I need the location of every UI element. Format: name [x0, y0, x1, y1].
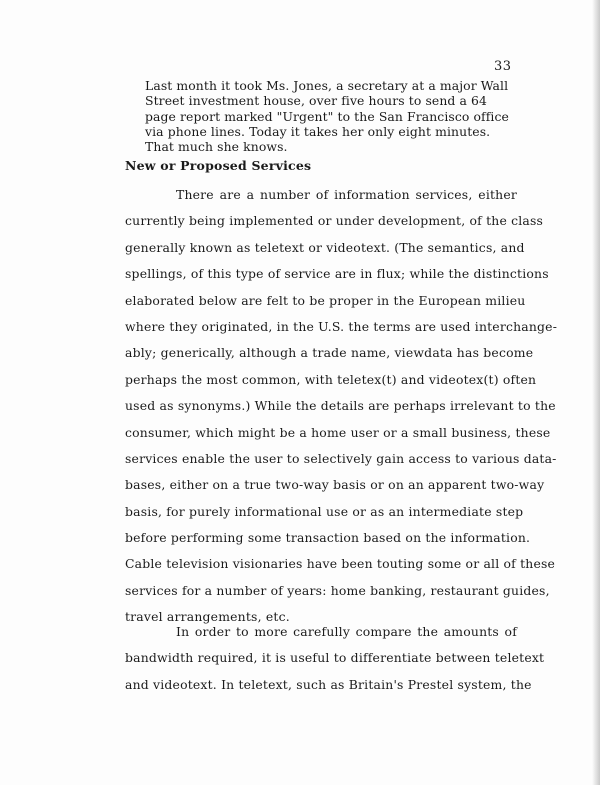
paragraph-line: services enable the user to selectively gain access to various data- [125, 450, 557, 466]
body-paragraph [125, 182, 558, 631]
paragraph-line: travel arrangements, etc. [125, 609, 290, 625]
paragraph-line: basis, for purely informational use or as an intermediate step [125, 503, 524, 519]
paragraph-line: currently being implemented or under development, of the class [125, 213, 544, 229]
paragraph-line: and videotext. In teletext, such as Britain's Prestel system, the [125, 676, 532, 692]
paragraph-line: bases, either on a true two-way basis or on an apparent two-way [125, 477, 545, 493]
paragraph-line: In order to more carefully compare the amounts of [176, 624, 517, 639]
quote-line: page report marked "Urgent" to the San Francisco office [145, 108, 509, 124]
paragraph-line: perhaps the most common, with teletex(t) and videotex(t) often [125, 371, 537, 387]
paragraph-line: spellings, of this type of service are in flux; while the distinctions [125, 266, 549, 282]
paragraph-line: elaborated below are felt to be proper in the European milieu [125, 292, 526, 308]
quote-line: via phone lines. Today it takes her only eight minutes. [145, 123, 491, 139]
section-heading: New or Proposed Services [125, 158, 312, 173]
paragraph-line: before performing some transaction based on the information. [125, 530, 531, 546]
paragraph-line: used as synonyms.) While the details are perhaps irrelevant to the [125, 398, 556, 414]
paragraph-line: where they originated, in the U.S. the terms are used interchange- [125, 318, 558, 334]
quote-line: Last month it took Ms. Jones, a secretary at a major Wall [145, 78, 509, 93]
paragraph-line: There are a number of information services, either [176, 187, 517, 202]
paragraph-line: bandwidth required, it is useful to differentiate between teletext [125, 650, 545, 666]
body-paragraph [125, 619, 545, 698]
paragraph-line: services for a number of years: home banking, restaurant guides, [125, 582, 550, 598]
quote-line: Street investment house, over five hours to send a 64 [145, 93, 487, 109]
paragraph-line: consumer, which might be a home user or a small business, these [125, 424, 551, 440]
page-number: 33 [494, 59, 512, 74]
block-quote [145, 78, 520, 154]
page-edge-shadow [592, 0, 600, 785]
quote-line: That much she knows. [145, 139, 288, 155]
paragraph-line: generally known as teletext or videotext. (The semantics, and [125, 239, 525, 255]
paragraph-line: ably; generically, although a trade name, viewdata has become [125, 345, 534, 361]
paragraph-line: Cable television visionaries have been touting some or all of these [125, 556, 556, 572]
